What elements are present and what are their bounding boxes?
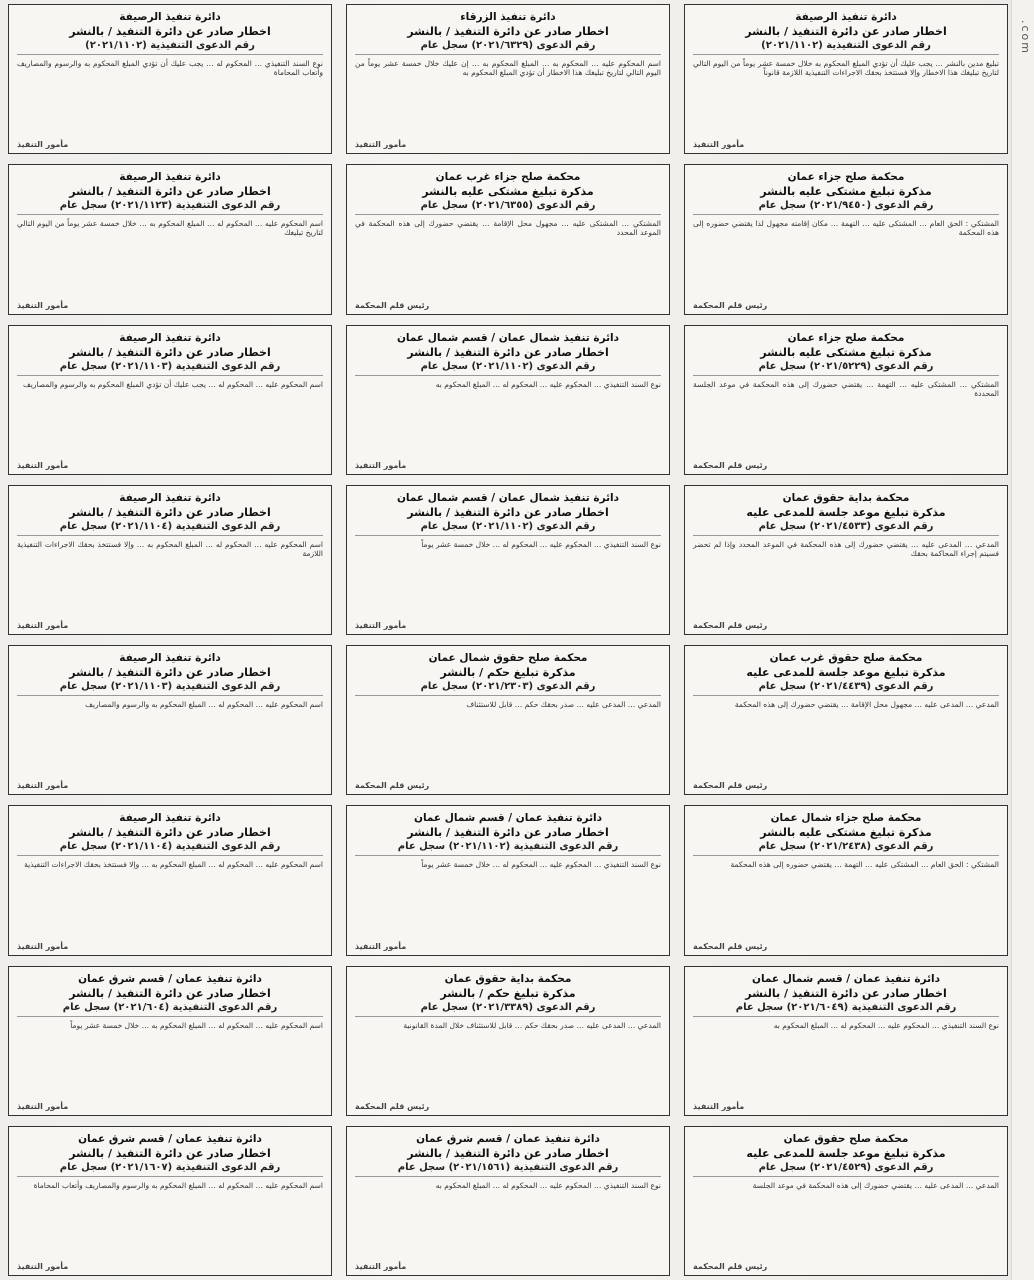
notice-body: اسم المحكوم عليه … المحكوم له … المبلغ المحكوم به … وإلا فستتخذ بحقك الاجراءات التنفيذية	[24, 860, 323, 870]
notice-body: اسم المحكوم عليه … المحكوم له … المبلغ المحكوم به والرسوم والمصاريف وأتعاب المحاماة	[33, 1180, 323, 1190]
notice-court: محكمة صلح حقوق غرب عمان	[769, 652, 923, 664]
notice-court: دائرة تنفيذ عمان / قسم شرق عمان	[78, 972, 262, 985]
legal-notice	[346, 1126, 670, 1276]
notice-case-number: رقم الدعوى (٢٠٢١/٤٥٣٣) سجل عام	[693, 521, 999, 536]
notice-case-number: رقم الدعوى (٢٠٢١/١١٠٢) سجل عام	[355, 361, 661, 376]
notice-case-number: رقم الدعوى التنفيذية (٢٠٢١/١١٠٢)	[17, 40, 323, 55]
notice-case-number: رقم الدعوى (٢٠٢١/٢٤٣٨) سجل عام	[693, 841, 999, 856]
notice-body: نوع السند التنفيذي … المحكوم عليه … المحكوم له … المبلغ المحكوم به	[773, 1020, 999, 1030]
notice-court: دائرة تنفيذ عمان / قسم شرق عمان	[416, 1132, 600, 1145]
notices-grid	[8, 4, 1008, 1276]
notice-signature: مأمور التنفيذ	[355, 621, 407, 630]
notice-signature: رئيس قلم المحكمة	[693, 300, 768, 310]
notice-case-number: رقم الدعوى التنفيذية (٢٠٢١/١١٠٣) سجل عام	[17, 681, 323, 696]
legal-notice	[684, 1126, 1008, 1276]
notice-court: محكمة صلح جزاء شمال عمان	[770, 812, 922, 825]
legal-notice	[684, 645, 1008, 795]
notice-court: دائرة تنفيذ الزرقاء	[460, 11, 556, 23]
notice-court: محكمة بداية حقوق عمان	[444, 972, 572, 985]
notice-case-number: رقم الدعوى التنفيذية (٢٠٢١/١١٠٤) سجل عام	[17, 521, 323, 536]
notice-title: اخطار صادر عن دائرة التنفيذ / بالنشر	[69, 345, 271, 359]
legal-notice	[346, 325, 670, 475]
legal-notice	[684, 4, 1008, 154]
notice-court: دائرة تنفيذ الرصيفة	[119, 11, 221, 23]
notice-court: دائرة تنفيذ شمال عمان / قسم شمال عمان	[396, 491, 620, 504]
notice-case-number: رقم الدعوى (٢٠٢١/٦٣٥٥) سجل عام	[355, 200, 661, 215]
notice-title: مذكرة تبليغ موعد جلسة للمدعى عليه	[746, 666, 946, 679]
notice-case-number: رقم الدعوى التنفيذية (٢٠٢١/٦٠٤) سجل عام	[17, 1002, 323, 1017]
legal-notice	[8, 1126, 332, 1276]
legal-notice	[684, 805, 1008, 955]
notice-case-number: رقم الدعوى التنفيذية (٢٠٢١/١١٠٤) سجل عام	[17, 841, 323, 856]
notice-case-number: رقم الدعوى التنفيذية (٢٠٢١/١١٠٢) سجل عام	[355, 841, 661, 856]
notice-body: المدعي … المدعى عليه … مجهول محل الإقامة … يقتضي حضورك إلى هذه المحكمة	[734, 700, 999, 709]
legal-notice	[684, 966, 1008, 1116]
notice-title: مذكرة تبليغ حكم / بالنشر	[440, 986, 576, 1000]
legal-notice	[346, 164, 670, 314]
notice-title: اخطار صادر عن دائرة التنفيذ / بالنشر	[69, 826, 271, 840]
notice-court: محكمة صلح حقوق عمان	[783, 1132, 909, 1145]
notice-body: اسم المحكوم عليه … المحكوم له … يجب عليك أن تؤدي المبلغ المحكوم به والرسوم والمصاريف	[23, 379, 323, 389]
notice-title: مذكرة تبليغ حكم / بالنشر	[440, 666, 576, 679]
notice-body: نوع السند التنفيذي … المحكوم عليه … المحكوم له … المبلغ المحكوم به	[435, 1180, 661, 1190]
legal-notice	[8, 966, 332, 1116]
notice-case-number: رقم الدعوى (٢٠٢١/٢٣٠٣) سجل عام	[355, 681, 661, 696]
legal-notice	[8, 485, 332, 635]
notice-signature: مأمور التنفيذ	[693, 140, 745, 150]
notice-court: محكمة بداية حقوق عمان	[782, 491, 910, 504]
notice-body: المدعي … المدعى عليه … يقتضي حضورك إلى هذه المحكمة في الموعد المحدد وإذا لم تحضر فسيتم إجراء المحاكمة بحقك	[693, 539, 999, 558]
legal-notice	[684, 325, 1008, 475]
notice-case-number: رقم الدعوى التنفيذية (٢٠٢١/١٥٦١) سجل عام	[355, 1162, 661, 1177]
notice-title: مذكرة تبليغ مشتكى عليه بالنشر	[760, 826, 932, 840]
notice-body: المشتكي … المشتكى عليه … مجهول محل الإقامة … يقتضي حضورك إلى هذه المحكمة في الموعد المحدد	[355, 219, 661, 238]
notice-case-number: رقم الدعوى التنفيذية (٢٠٢١/٦٠٤٩) سجل عام	[693, 1002, 999, 1017]
notice-title: اخطار صادر عن دائرة التنفيذ / بالنشر	[407, 1146, 609, 1160]
notice-body: نوع السند التنفيذي … المحكوم له … يجب عليك أن تؤدي المبلغ المحكوم به والرسوم والمصاريف وأتعاب المحاماة	[17, 59, 323, 77]
notice-case-number: رقم الدعوى التنفيذية (٢٠٢١/١٦٠٧) سجل عام	[17, 1162, 323, 1177]
notice-body: اسم المحكوم عليه … المحكوم له … المبلغ المحكوم به والرسوم والمصاريف	[85, 700, 323, 709]
notice-court: محكمة صلح حقوق شمال عمان	[428, 652, 588, 664]
notice-title: مذكرة تبليغ مشتكى عليه بالنشر	[760, 185, 932, 199]
notice-body: اسم المحكوم عليه … المحكوم له … المبلغ المحكوم به … وإلا فستتخذ بحقك الاجراءات التنفيذية اللازمة	[17, 539, 323, 558]
notice-court: محكمة صلح جزاء غرب عمان	[435, 171, 581, 184]
legal-notice	[684, 164, 1008, 314]
notice-court: دائرة تنفيذ عمان / قسم شرق عمان	[78, 1132, 262, 1145]
notice-body: المدعي … المدعى عليه … صدر بحقك حكم … قابل للاستئناف خلال المدة القانونية	[403, 1020, 661, 1030]
notice-signature: مأمور التنفيذ	[17, 1262, 69, 1271]
notice-court: دائرة تنفيذ عمان / قسم شمال عمان	[751, 972, 940, 985]
notice-title: اخطار صادر عن دائرة التنفيذ / بالنشر	[407, 505, 609, 519]
notice-title: مذكرة تبليغ مشتكى عليه بالنشر	[422, 185, 594, 199]
notice-signature: مأمور التنفيذ	[17, 140, 69, 150]
notice-signature: مأمور التنفيذ	[17, 941, 69, 951]
legal-notice	[8, 805, 332, 955]
notice-signature: مأمور التنفيذ	[355, 460, 407, 470]
notice-body: المشتكي : الحق العام … المشتكى عليه … التهمة … يقتضي حضوره إلى هذه المحكمة	[730, 860, 999, 870]
notice-case-number: رقم الدعوى (٢٠٢١/٩٤٥٠) سجل عام	[693, 200, 999, 215]
notice-signature: رئيس قلم المحكمة	[355, 781, 430, 791]
notice-signature: مأمور التنفيذ	[355, 941, 407, 951]
notice-signature: مأمور التنفيذ	[17, 781, 69, 791]
notice-case-number: رقم الدعوى التنفيذية (٢٠٢١/١١٠٣) سجل عام	[17, 361, 323, 376]
notice-title: اخطار صادر عن دائرة التنفيذ / بالنشر	[69, 185, 271, 199]
legal-notice	[346, 966, 670, 1116]
legal-notice	[346, 805, 670, 955]
notice-signature: مأمور التنفيذ	[17, 460, 69, 470]
legal-notice	[8, 325, 332, 475]
notice-signature: مأمور التنفيذ	[17, 300, 69, 310]
page-edge-strip	[1011, 0, 1034, 1280]
notice-court: دائرة تنفيذ الرصيفة	[119, 171, 221, 184]
notice-signature: رئيس قلم المحكمة	[693, 1262, 768, 1271]
notice-signature: مأمور التنفيذ	[17, 621, 69, 630]
notice-title: اخطار صادر عن دائرة التنفيذ / بالنشر	[69, 25, 271, 38]
legal-notice	[346, 485, 670, 635]
notice-case-number: رقم الدعوى (٢٠٢١/٤٤٣٩) سجل عام	[693, 681, 999, 696]
side-label: .com	[1019, 20, 1032, 55]
notice-body: المشتكي … المشتكى عليه … التهمة … يقتضي حضورك إلى هذه المحكمة في موعد الجلسة المحددة	[693, 379, 999, 398]
notice-court: دائرة تنفيذ الرصيفة	[119, 491, 221, 504]
notice-title: اخطار صادر عن دائرة التنفيذ / بالنشر	[69, 986, 271, 1000]
notice-signature: رئيس قلم المحكمة	[693, 460, 768, 470]
notice-title: اخطار صادر عن دائرة التنفيذ / بالنشر	[407, 826, 609, 840]
notice-case-number: رقم الدعوى (٢٠٢١/٥٢٢٩) سجل عام	[693, 361, 999, 376]
notice-body: نوع السند التنفيذي … المحكوم عليه … المحكوم له … خلال خمسة عشر يوماً	[421, 860, 661, 870]
notice-signature: مأمور التنفيذ	[355, 1262, 407, 1271]
notice-case-number: رقم الدعوى التنفيذية (٢٠٢١/١١٢٣) سجل عام	[17, 200, 323, 215]
notice-signature: مأمور التنفيذ	[355, 140, 407, 150]
legal-notice	[8, 4, 332, 154]
notice-case-number: رقم الدعوى (٢٠٢١/١١٠٢) سجل عام	[355, 521, 661, 536]
notice-title: اخطار صادر عن دائرة التنفيذ / بالنشر	[69, 505, 271, 519]
legal-notice	[346, 4, 670, 154]
notice-title: مذكرة تبليغ موعد جلسة للمدعى عليه	[746, 1146, 946, 1160]
notice-body: المدعي … المدعى عليه … صدر بحقك حكم … قابل للاستئناف	[466, 700, 661, 709]
notice-title: اخطار صادر عن دائرة التنفيذ / بالنشر	[745, 986, 947, 1000]
notice-body: المشتكي : الحق العام … المشتكى عليه … التهمة … مكان إقامته مجهول لذا يقتضي حضوره إلى هذه المحكمة	[693, 219, 999, 238]
notice-title: اخطار صادر عن دائرة التنفيذ / بالنشر	[407, 25, 609, 38]
notice-case-number: رقم الدعوى (٢٠٢١/٦٣٢٩) سجل عام	[355, 40, 661, 55]
notice-title: اخطار صادر عن دائرة التنفيذ / بالنشر	[745, 25, 947, 38]
notice-signature: رئيس قلم المحكمة	[355, 1101, 430, 1111]
notice-court: دائرة تنفيذ الرصيفة	[119, 652, 221, 664]
notice-signature: مأمور التنفيذ	[17, 1101, 69, 1111]
notice-signature: مأمور التنفيذ	[693, 1101, 745, 1111]
notice-court: محكمة صلح جزاء عمان	[787, 171, 905, 184]
notice-title: اخطار صادر عن دائرة التنفيذ / بالنشر	[69, 666, 271, 679]
notice-court: دائرة تنفيذ الرصيفة	[795, 11, 897, 23]
notice-case-number: رقم الدعوى (٢٠٢١/٣٣٨٩) سجل عام	[355, 1002, 661, 1017]
legal-notice	[346, 645, 670, 795]
notice-title: اخطار صادر عن دائرة التنفيذ / بالنشر	[407, 345, 609, 359]
notice-case-number: رقم الدعوى التنفيذية (٢٠٢١/١١٠٢)	[693, 40, 999, 55]
legal-notice	[684, 485, 1008, 635]
notice-signature: رئيس قلم المحكمة	[693, 621, 768, 630]
legal-notice	[8, 164, 332, 314]
notice-title: اخطار صادر عن دائرة التنفيذ / بالنشر	[69, 1146, 271, 1160]
notice-body: اسم المحكوم عليه … المحكوم له … المبلغ المحكوم به … خلال خمسة عشر يوماً	[70, 1020, 323, 1030]
notice-body: تبليغ مدين بالنشر … يجب عليك أن تؤدي المبلغ المحكوم به خلال خمسة عشر يوماً من اليوم التالي لتاريخ تبليغك هذا الاخطار وإلا فستتخذ بحقك الاجراءات التنفيذية اللازمة قانوناً	[693, 59, 999, 77]
notice-signature: رئيس قلم المحكمة	[693, 781, 768, 791]
notice-title: مذكرة تبليغ موعد جلسة للمدعى عليه	[746, 505, 946, 519]
notice-signature: رئيس قلم المحكمة	[355, 300, 430, 310]
notice-court: محكمة صلح جزاء عمان	[787, 331, 905, 344]
notice-body: نوع السند التنفيذي … المحكوم عليه … المحكوم له … المبلغ المحكوم به	[435, 379, 661, 389]
notice-court: دائرة تنفيذ عمان / قسم شمال عمان	[413, 812, 602, 825]
notice-court: دائرة تنفيذ الرصيفة	[119, 331, 221, 344]
notice-body: نوع السند التنفيذي … المحكوم عليه … المحكوم له … خلال خمسة عشر يوماً	[421, 539, 661, 549]
legal-notice	[8, 645, 332, 795]
notice-body: اسم المحكوم عليه … المحكوم به … المبلغ المحكوم به … إن عليك خلال خمسة عشر يوماً من اليوم التالي لتاريخ تبليغك هذا الاخطار أن تؤدي المبلغ المحكوم به	[355, 59, 661, 77]
notice-case-number: رقم الدعوى (٢٠٢١/٤٥٢٩) سجل عام	[693, 1162, 999, 1177]
notice-body: المدعي … المدعى عليه … يقتضي حضورك إلى هذه المحكمة في موعد الجلسة	[752, 1180, 999, 1190]
notice-body: اسم المحكوم عليه … المحكوم له … المبلغ المحكوم به … خلال خمسة عشر يوماً من اليوم التالي لتاريخ تبليغك	[17, 219, 323, 238]
notice-signature: رئيس قلم المحكمة	[693, 941, 768, 951]
notice-court: دائرة تنفيذ الرصيفة	[119, 812, 221, 825]
notice-title: مذكرة تبليغ مشتكى عليه بالنشر	[760, 345, 932, 359]
notice-court: دائرة تنفيذ شمال عمان / قسم شمال عمان	[396, 331, 620, 344]
